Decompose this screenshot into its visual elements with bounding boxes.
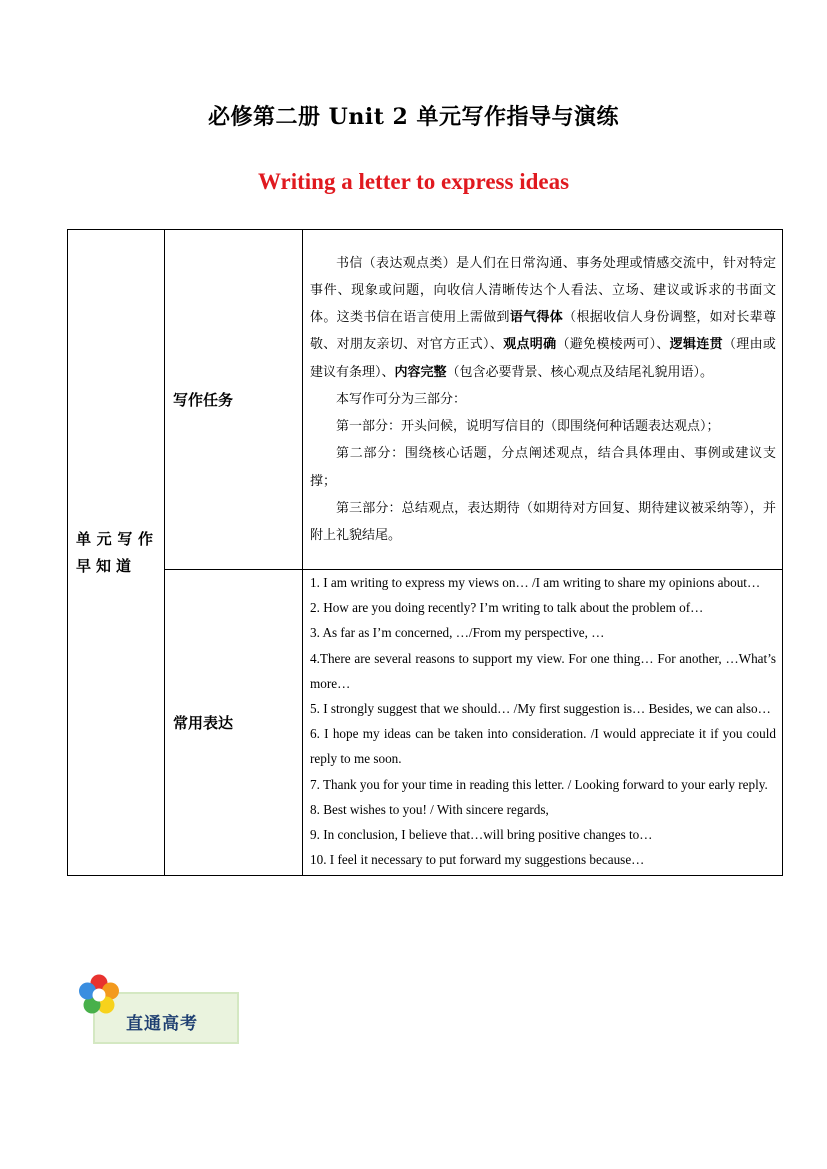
badge-label: 直通高考 bbox=[126, 1014, 198, 1034]
page-title: 必修第二册 Unit 2 单元写作指导与演练 bbox=[208, 104, 619, 130]
part-2: 第二部分：围绕核心话题，分点阐述观点，结合具体理由、事例或建议支撑； bbox=[310, 446, 776, 489]
flower-center bbox=[93, 989, 106, 1002]
flower-icon bbox=[76, 972, 122, 1018]
keyword: 内容完整 bbox=[394, 364, 447, 380]
expression-item: 5. I strongly suggest that we should… /My first suggestion is… Besides, we can also… bbox=[310, 701, 771, 717]
parts-intro: 本写作可分为三部分： bbox=[336, 391, 467, 407]
task-label: 写作任务 bbox=[173, 391, 234, 409]
task-intro: 书信（表达观点类）是人们在日常沟通、事务处理或情感交流中，针对特定事件、现象或问题，向收信人清晰传达个人看法、立场、建议或诉求的书面文体。这类书信在语言使用上需做到语气得体（根据收信人身份调整，如对长辈尊敬、对朋友亲切、对官方正式）、观点明确（避免模棱两可）、逻辑连贯（理由或建议有条理）、内容完整（包含必要背景、核心观点及结尾礼貌用语）。 bbox=[310, 255, 776, 380]
expressions-label: 常用表达 bbox=[173, 714, 234, 733]
expression-item: 3. As far as I’m concerned, …/From my perspective, … bbox=[310, 625, 605, 641]
expression-item: 7. Thank you for your time in reading this letter. / Looking forward to your early reply. bbox=[310, 776, 768, 792]
expression-item: 10. I feel it necessary to put forward my suggestions because… bbox=[310, 852, 645, 868]
task-content bbox=[303, 248, 782, 551]
part-1: 第一部分：开头问候，说明写信目的（即围绕何种话题表达观点）； bbox=[336, 419, 720, 435]
keyword: 逻辑连贯 bbox=[669, 337, 723, 353]
expression-item: 1. I am writing to express my views on… /I am writing to share my opinions about… bbox=[310, 575, 761, 590]
expressions-list bbox=[303, 570, 782, 875]
expression-item: 4.There are several reasons to support my view. For one thing… For another, …What’s more… bbox=[310, 650, 776, 691]
expressions-label-cell bbox=[165, 570, 303, 876]
part-3: 第三部分：总结观点，表达期待（如期待对方回复、期待建议被采纳等），并附上礼貌结尾。 bbox=[310, 500, 776, 543]
writing-guide-table bbox=[67, 229, 783, 876]
page-subtitle: Writing a letter to express ideas bbox=[257, 169, 570, 194]
expression-item: 9. In conclusion, I believe that…will bring positive changes to… bbox=[310, 827, 653, 843]
expression-item: 6. I hope my ideas can be taken into consideration. /I would appreciate it if you could reply to me soon. bbox=[310, 726, 776, 767]
keyword: 观点明确 bbox=[503, 337, 557, 353]
table-row-expressions bbox=[68, 570, 783, 876]
section-badge bbox=[76, 972, 242, 1046]
expression-item: 2. How are you doing recently? I’m writing to talk about the problem of… bbox=[310, 600, 704, 616]
table-row-task bbox=[68, 230, 783, 570]
task-content-cell bbox=[303, 230, 783, 570]
keyword: 语气得体 bbox=[509, 310, 564, 326]
expressions-content-cell bbox=[303, 570, 783, 876]
section-label: 单元写作早知道 bbox=[76, 529, 158, 575]
expression-item: 8. Best wishes to you! / With sincere regards, bbox=[310, 801, 549, 817]
task-label-cell bbox=[165, 230, 303, 570]
section-cell bbox=[68, 230, 165, 876]
